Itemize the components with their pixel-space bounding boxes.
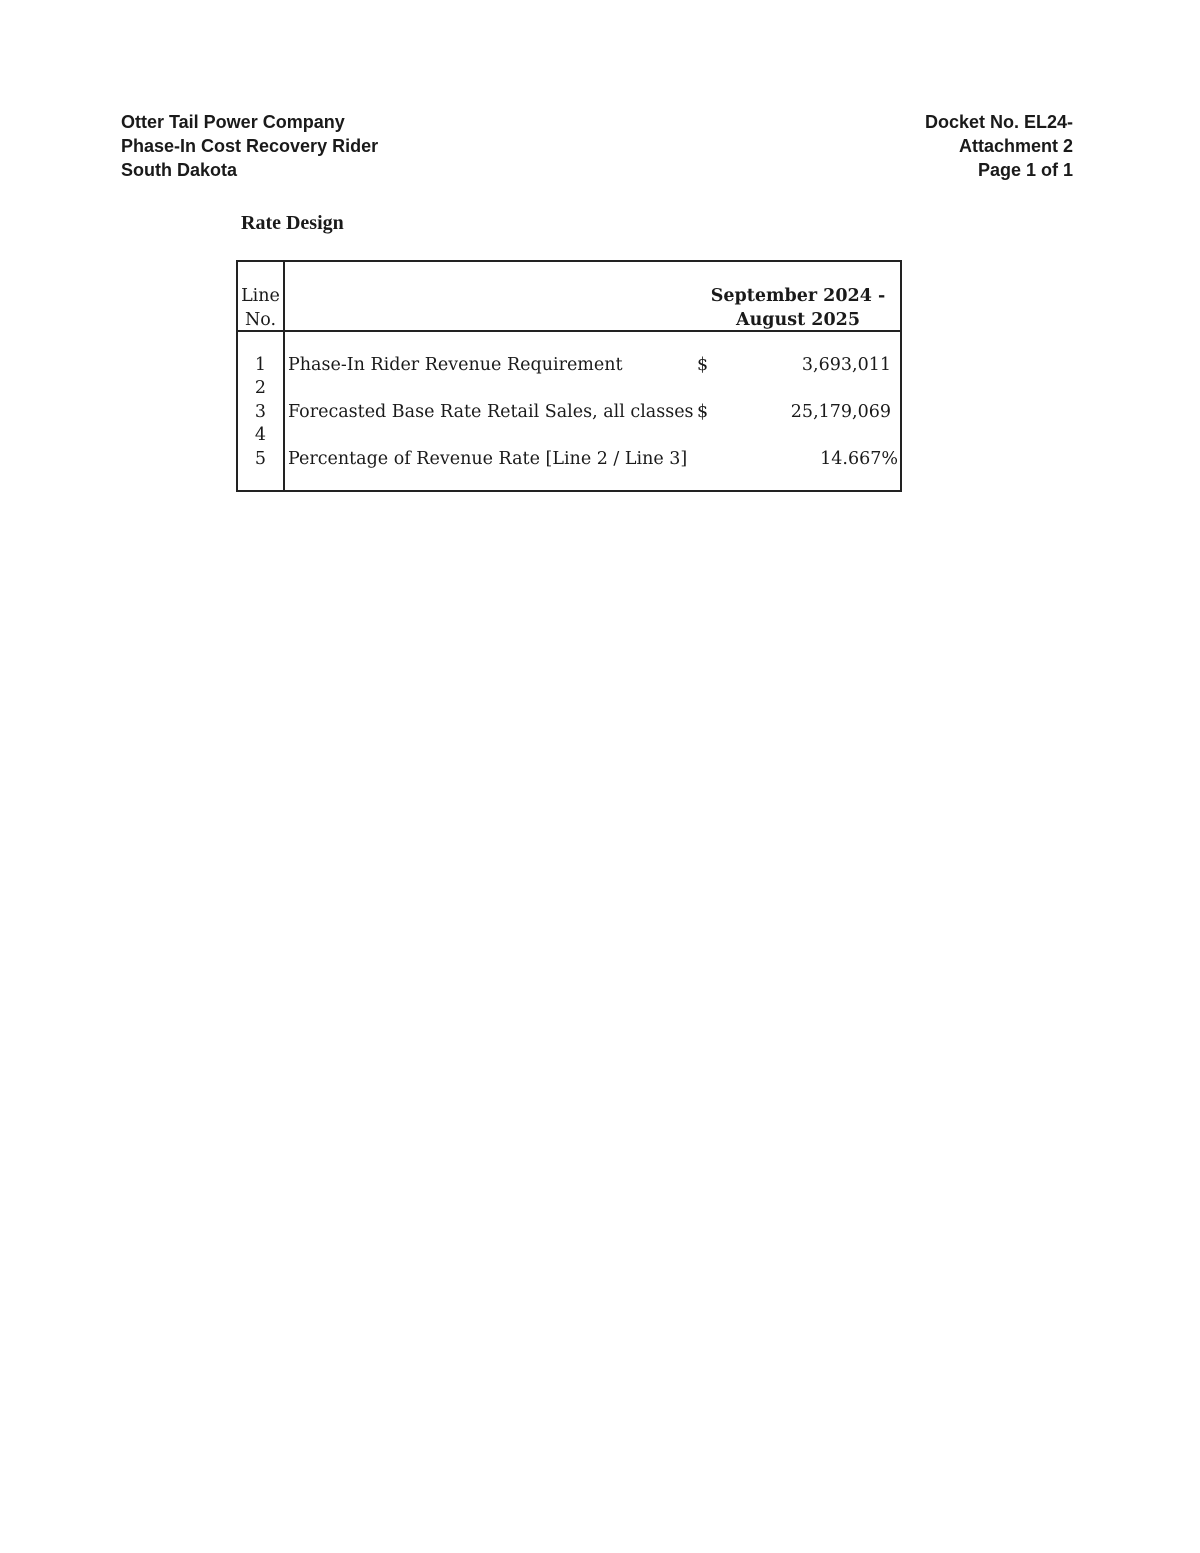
line-header-text: Line [241, 286, 280, 306]
row-1-line-number: 1 [254, 355, 267, 375]
row-3-description: Forecasted Base Rate Retail Sales, all classes [288, 402, 694, 422]
row-3-value: 25,179,069 [790, 402, 891, 422]
line-number-header [238, 284, 283, 332]
header-company-block [121, 110, 378, 182]
row-2-line-number: 2 [254, 378, 267, 398]
company-name: Otter Tail Power Company [121, 112, 345, 132]
docket-number: Docket No. EL24- [924, 112, 1073, 132]
row-1-value: 3,693,011 [801, 355, 891, 375]
period-header [693, 284, 903, 332]
rate-design-table [236, 260, 902, 492]
row-4-line-number: 4 [254, 425, 267, 445]
rider-name: Phase-In Cost Recovery Rider [121, 136, 379, 156]
row-5-line-number: 5 [254, 449, 267, 469]
attachment-label: Attachment 2 [958, 136, 1073, 156]
row-1-description: Phase-In Rider Revenue Requirement [288, 355, 623, 375]
column-divider [283, 262, 285, 490]
period-end-text: August 2025 [736, 310, 860, 330]
no-header-text: No. [244, 310, 277, 330]
row-5-description: Percentage of Revenue Rate [Line 2 / Line 3] [288, 449, 688, 469]
row-5-value: 14.667% [820, 449, 898, 469]
row-3-line-number: 3 [254, 402, 267, 422]
row-3-currency: $ [697, 402, 709, 422]
row-1-currency: $ [697, 355, 709, 375]
header-docket-block [925, 110, 1073, 182]
section-title: Rate Design [241, 212, 344, 234]
period-start-text: September 2024 - [710, 286, 886, 306]
page-number: Page 1 of 1 [977, 160, 1073, 180]
state-name: South Dakota [121, 160, 238, 180]
